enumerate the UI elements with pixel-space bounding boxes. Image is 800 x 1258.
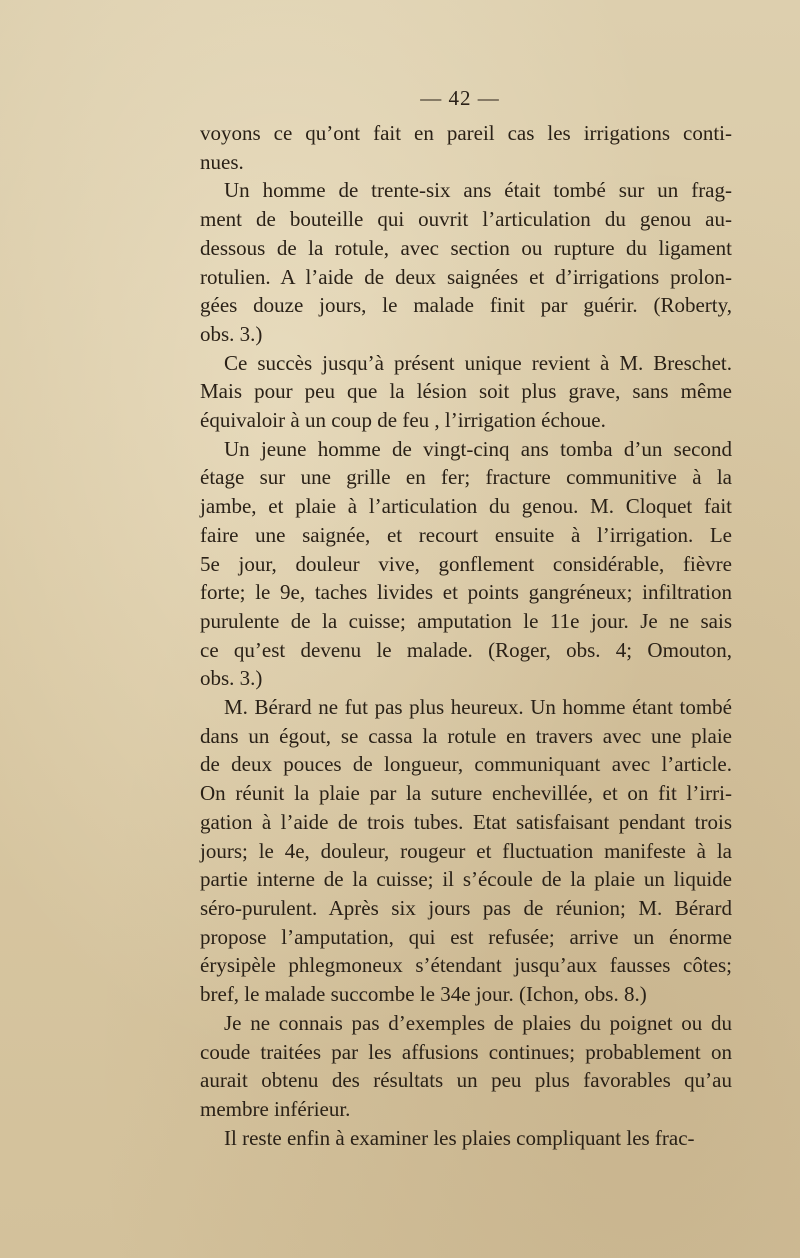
- text-line: étage sur une grille en fer; fracture communitive à la: [200, 465, 732, 490]
- text-line: partie interne de la cuisse; il s’écoule de la plaie un liquide: [200, 867, 732, 892]
- text-line: membre inférieur.: [200, 1096, 351, 1121]
- text-line: obs. 3.): [200, 666, 263, 691]
- text-line: propose l’amputation, qui est refusée; arrive un énorme: [200, 924, 732, 949]
- text-line: aurait obtenu des résultats un peu plus favorables qu’au: [200, 1068, 732, 1093]
- paragraph: [200, 176, 732, 348]
- text-line: 5e jour, douleur vive, gonflement considérable, fièvre: [200, 551, 732, 576]
- paragraph: [200, 1009, 732, 1124]
- text-line: Mais pour peu que la lésion soit plus grave, sans même: [200, 379, 732, 404]
- text-line: M. Bérard ne fut pas plus heureux. Un homme étant tombé: [224, 695, 732, 720]
- text-line: Il reste enfin à examiner les plaies compliquant les frac-: [224, 1125, 695, 1150]
- paragraph: [200, 349, 732, 435]
- text-line: érysipèle phlegmoneux s’étendant jusqu’aux fausses côtes;: [200, 953, 732, 978]
- text-line: obs. 3.): [200, 321, 263, 346]
- text-line: voyons ce qu’ont fait en pareil cas les irrigations conti-: [200, 121, 732, 145]
- text-line: séro-purulent. Après six jours pas de réunion; M. Bérard: [200, 895, 732, 920]
- page-number: — 42 —: [420, 86, 500, 110]
- text-line: jours; le 4e, douleur, rougeur et fluctuation manifeste à la: [200, 838, 732, 863]
- text-line: Ce succès jusqu’à présent unique revient à M. Breschet.: [224, 350, 732, 375]
- text-line: ment de bouteille qui ouvrit l’articulation du genou au-: [200, 207, 732, 232]
- text-line: dans un égout, se cassa la rotule en travers avec une plaie: [200, 723, 732, 748]
- text-line: nues.: [200, 149, 244, 174]
- text-line: équivaloir à un coup de feu , l’irrigation échoue.: [200, 408, 606, 433]
- paragraph: [200, 693, 732, 1009]
- text-line: dessous de la rotule, avec section ou rupture du ligament: [200, 235, 732, 260]
- text-body: [200, 119, 732, 1152]
- text-line: de deux pouces de longueur, communiquant avec l’article.: [200, 752, 732, 777]
- text-line: faire une saignée, et recourt ensuite à l’irrigation. Le: [200, 522, 732, 547]
- paragraph: [200, 435, 732, 693]
- text-line: On réunit la plaie par la suture enchevillée, et on fit l’irri-: [200, 781, 732, 806]
- text-line: coude traitées par les affusions continues; probablement on: [200, 1039, 732, 1064]
- text-line: rotulien. A l’aide de deux saignées et d’irrigations prolon-: [200, 264, 732, 289]
- text-line: bref, le malade succombe le 34e jour. (Ichon, obs. 8.): [200, 982, 647, 1007]
- text-line: purulente de la cuisse; amputation le 11e jour. Je ne sais: [200, 608, 732, 633]
- text-line: gation à l’aide de trois tubes. Etat satisfaisant pendant trois: [200, 809, 732, 834]
- text-line: jambe, et plaie à l’articulation du genou. M. Cloquet fait: [200, 494, 732, 519]
- text-line: gées douze jours, le malade finit par guérir. (Roberty,: [200, 293, 732, 318]
- text-line: ce qu’est devenu le malade. (Roger, obs. 4; Omouton,: [200, 637, 732, 662]
- text-line: Je ne connais pas d’exemples de plaies du poignet ou du: [224, 1010, 732, 1035]
- text-line: Un homme de trente-six ans était tombé sur un frag-: [224, 178, 732, 203]
- paragraph: [200, 1124, 732, 1153]
- text-line: forte; le 9e, taches livides et points gangréneux; infiltration: [200, 580, 732, 605]
- text-line: Un jeune homme de vingt-cinq ans tomba d’un second: [224, 436, 732, 461]
- paragraph: [200, 119, 732, 176]
